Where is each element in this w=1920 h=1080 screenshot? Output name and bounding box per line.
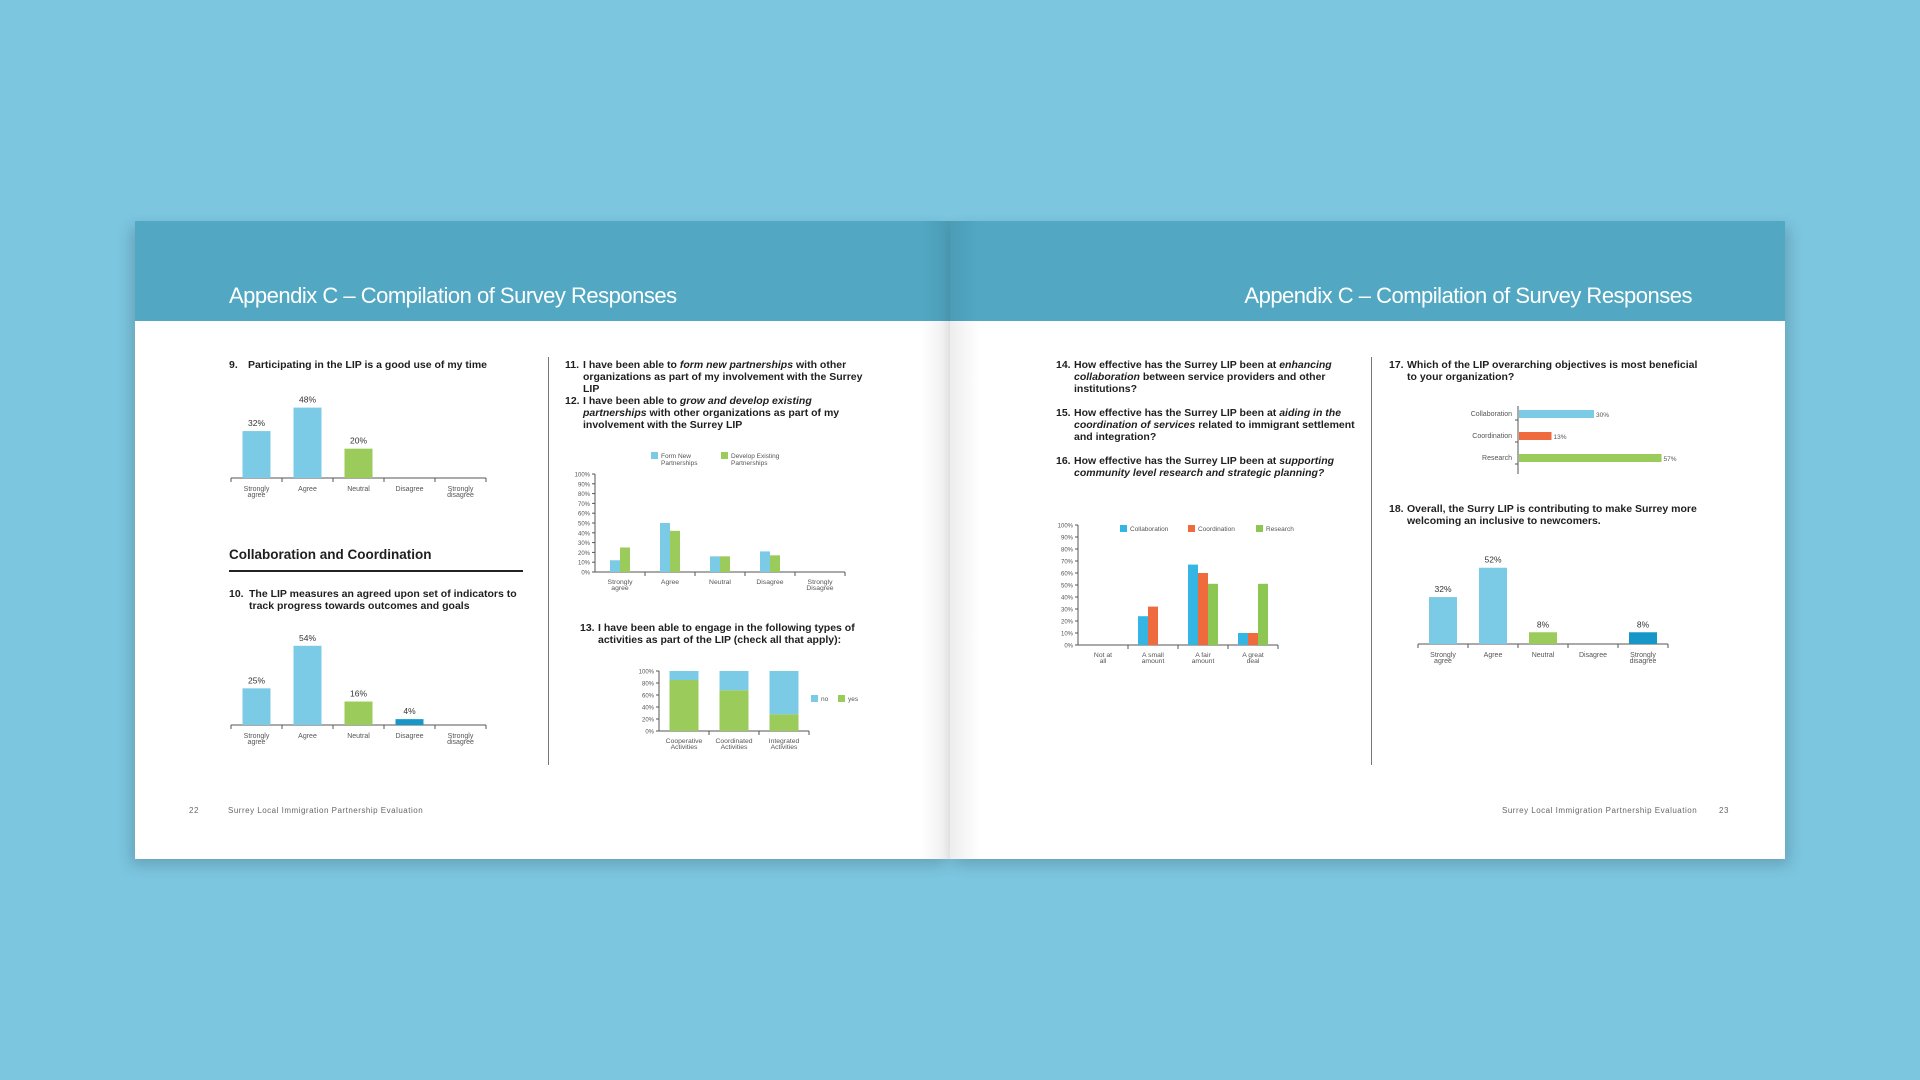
question-number: 16.	[1056, 455, 1071, 467]
y-tick-label: 30%	[577, 541, 590, 548]
tick-label: Strongly agree	[243, 486, 270, 499]
y-tick-label: 50%	[1060, 583, 1073, 590]
data-label: 4%	[403, 706, 416, 717]
bar-collaboration	[1238, 633, 1248, 645]
question-emphasis: grow and develop existing partnerships	[583, 395, 812, 419]
y-tick-label: 50%	[577, 521, 590, 528]
tick-label: Agree	[660, 579, 680, 586]
bar-neutral	[345, 702, 373, 725]
question-text: I have been able to	[583, 359, 680, 371]
data-label: 32%	[247, 418, 266, 429]
y-tick-label: 40%	[577, 531, 590, 538]
question-number: 10.	[229, 588, 244, 600]
question-number: 18.	[1389, 503, 1404, 515]
bar-coordination	[1519, 432, 1552, 440]
question-text: The LIP measures an agreed upon set of indicators to track progress towards outcomes and goals	[249, 588, 517, 612]
y-tick-label: 70%	[577, 501, 590, 508]
bar-strongly-agree	[243, 431, 271, 478]
question-text: between service providers and other institutions?	[1074, 371, 1326, 395]
bar-form-new-partnerships	[760, 551, 770, 572]
question-text: with other organizations as part of my involvement with the Surrey LIP	[583, 359, 863, 395]
question-text: Which of the LIP overarching objectives is most beneficial to your organization?	[1407, 359, 1698, 383]
question-text: with other organizations as part of my involvement with the Surrey LIP	[583, 407, 840, 431]
data-label: 57%	[1663, 456, 1677, 463]
data-label: 32%	[1434, 584, 1452, 595]
tick-label: Strongly disagree	[1629, 652, 1657, 665]
y-tick-label: 70%	[1060, 559, 1073, 566]
tick-label: Strongly Disagree	[806, 579, 834, 592]
legend-label: Coordination	[1198, 526, 1235, 533]
data-label: 8%	[1536, 619, 1550, 630]
tick-label: Disagree	[395, 486, 424, 493]
bar-strongly-agree	[1429, 597, 1457, 644]
y-tick-label: 80%	[1060, 547, 1073, 554]
question-number: 14.	[1056, 359, 1071, 371]
tick-label: A great deal	[1242, 652, 1264, 665]
tick-label: Strongly disagree	[447, 486, 474, 499]
question-emphasis: enhancing collaboration	[1074, 359, 1332, 383]
section-heading: Collaboration and Coordination	[229, 547, 432, 562]
bar-form-new-partnerships	[610, 560, 620, 572]
bar-develop-existing-partnerships	[620, 548, 630, 573]
y-tick-label: 0%	[645, 729, 654, 736]
footer-title: Surrey Local Immigration Partnership Evaluation	[1502, 806, 1698, 815]
tick-label: Strongly agree	[243, 733, 270, 746]
question-number: 9.	[229, 359, 238, 371]
tick-label: Collaboration	[1470, 411, 1512, 418]
bar-no	[720, 671, 749, 690]
question-text: How effective has the Surrey LIP been at	[1074, 455, 1280, 467]
right-charts	[950, 221, 1785, 859]
tick-label: Neutral	[1531, 652, 1555, 659]
data-label: 52%	[1484, 554, 1502, 565]
question-emphasis: form new partnerships	[679, 359, 794, 371]
tick-label: Agree	[298, 486, 317, 493]
tick-label: Coordinated Activities	[715, 738, 753, 751]
tick-label: Strongly agree	[1430, 652, 1456, 665]
y-tick-label: 90%	[1060, 535, 1073, 542]
y-tick-label: 20%	[1060, 619, 1073, 626]
legend-label: Research	[1266, 526, 1294, 533]
tick-label: Agree	[1483, 652, 1503, 659]
legend-swatch	[1256, 525, 1263, 532]
bar-strongly-agree	[243, 688, 271, 725]
data-label: 54%	[298, 632, 317, 643]
tick-label: Strongly disagree	[447, 733, 474, 746]
data-label: 25%	[247, 675, 266, 686]
page-title: Appendix C – Compilation of Survey Responses	[1244, 283, 1692, 308]
question-text: I have been able to engage in the following types of activities as part of the LIP (check all that apply):	[598, 622, 855, 646]
tick-label: A fair amount	[1191, 652, 1215, 665]
legend-label: Collaboration	[1130, 526, 1169, 533]
page-number: 22	[189, 806, 199, 815]
page-title: Appendix C – Compilation of Survey Responses	[229, 283, 677, 308]
tick-label: Agree	[298, 733, 317, 740]
tick-label: Strongly agree	[607, 579, 633, 592]
question-text: Overall, the Surry LIP is contributing to make Surrey more welcoming an inclusive to newcomers.	[1407, 503, 1697, 527]
legend-label: yes	[848, 696, 859, 703]
right-page	[950, 221, 1785, 859]
data-label: 13%	[1553, 434, 1567, 441]
bar-yes	[720, 690, 749, 731]
question-text: I have been able to	[583, 395, 680, 407]
bar-research	[1258, 584, 1268, 645]
y-tick-label: 80%	[577, 492, 590, 499]
bar-no	[670, 671, 699, 680]
legend-label: no	[821, 696, 829, 703]
y-tick-label: 60%	[577, 511, 590, 518]
tick-label: Integrated Activities	[768, 738, 800, 751]
tick-label: Cooperative Activities	[665, 738, 703, 751]
bar-research	[1208, 584, 1218, 645]
question-emphasis: aiding in the coordination of services	[1074, 407, 1342, 431]
data-label: 8%	[1636, 619, 1650, 630]
tick-label: Disagree	[1578, 652, 1608, 659]
tick-label: Disagree	[395, 733, 424, 740]
y-tick-label: 100%	[638, 669, 654, 676]
bar-neutral	[1529, 632, 1557, 644]
bar-agree	[294, 646, 322, 725]
legend-swatch	[651, 452, 658, 459]
bar-coordination	[1248, 633, 1258, 645]
bar-coordination	[1198, 573, 1208, 645]
tick-label: Neutral	[709, 579, 731, 586]
bar-form-new-partnerships	[660, 523, 670, 572]
tick-label: Disagree	[756, 579, 784, 586]
y-tick-label: 20%	[641, 717, 654, 724]
data-label: 20%	[349, 435, 368, 446]
bar-collaboration	[1138, 616, 1148, 645]
y-tick-label: 30%	[1060, 607, 1073, 614]
question-text: How effective has the Surrey LIP been at	[1074, 359, 1280, 371]
bar-form-new-partnerships	[710, 556, 720, 572]
left-page	[135, 221, 950, 859]
data-label: 30%	[1596, 412, 1610, 419]
legend-swatch	[1188, 525, 1195, 532]
footer-title: Surrey Local Immigration Partnership Evaluation	[228, 806, 424, 815]
question-number: 17.	[1389, 359, 1404, 371]
bar-yes	[770, 714, 799, 731]
y-tick-label: 40%	[1060, 595, 1073, 602]
y-tick-label: 10%	[1060, 631, 1073, 638]
y-tick-label: 40%	[641, 705, 654, 712]
question-text: Participating in the LIP is a good use of my time	[248, 359, 488, 371]
tick-label: Coordination	[1472, 433, 1512, 440]
data-label: 48%	[298, 394, 317, 405]
y-tick-label: 90%	[577, 482, 590, 489]
tick-label: Neutral	[347, 733, 370, 740]
y-tick-label: 10%	[577, 560, 590, 567]
question-number: 11.	[565, 359, 580, 371]
bar-agree	[294, 408, 322, 478]
y-tick-label: 100%	[1057, 523, 1073, 530]
question-emphasis: supporting community level research and strategic planning?	[1074, 455, 1335, 479]
bar-strongly-disagree	[1629, 632, 1657, 644]
left-charts	[135, 221, 950, 859]
legend-label: Develop Existing Partnerships	[731, 453, 780, 467]
y-tick-label: 80%	[641, 681, 654, 688]
bar-develop-existing-partnerships	[770, 555, 780, 572]
tick-label: Neutral	[347, 486, 370, 493]
question-number: 13.	[580, 622, 595, 634]
bar-agree	[1479, 568, 1507, 644]
tick-label: Research	[1482, 455, 1512, 462]
bar-neutral	[345, 449, 373, 478]
page-number: 23	[1719, 806, 1729, 815]
y-tick-label: 0%	[1064, 643, 1073, 650]
y-tick-label: 60%	[641, 693, 654, 700]
y-tick-label: 20%	[577, 550, 590, 557]
tick-label: Not at all	[1093, 652, 1113, 665]
bar-coordination	[1148, 607, 1158, 645]
legend-swatch	[1120, 525, 1127, 532]
y-tick-label: 0%	[581, 570, 590, 577]
legend-swatch	[721, 452, 728, 459]
question-text: How effective has the Surrey LIP been at	[1074, 407, 1280, 419]
bar-collaboration	[1188, 565, 1198, 645]
tick-label: A small amount	[1141, 652, 1165, 665]
y-tick-label: 60%	[1060, 571, 1073, 578]
bar-develop-existing-partnerships	[720, 556, 730, 572]
question-number: 12.	[565, 395, 580, 407]
bar-collaboration	[1519, 410, 1594, 418]
bar-yes	[670, 680, 699, 731]
question-number: 15.	[1056, 407, 1071, 419]
bar-no	[770, 671, 799, 714]
legend-label: Form New Partnerships	[661, 453, 698, 467]
y-tick-label: 100%	[574, 472, 590, 479]
bar-research	[1519, 454, 1662, 462]
legend-swatch	[838, 695, 845, 702]
legend-swatch	[811, 695, 818, 702]
data-label: 16%	[349, 688, 368, 699]
bar-disagree	[396, 719, 424, 725]
question-text: related to immigrant settlement and integration?	[1074, 419, 1355, 443]
bar-develop-existing-partnerships	[670, 531, 680, 572]
